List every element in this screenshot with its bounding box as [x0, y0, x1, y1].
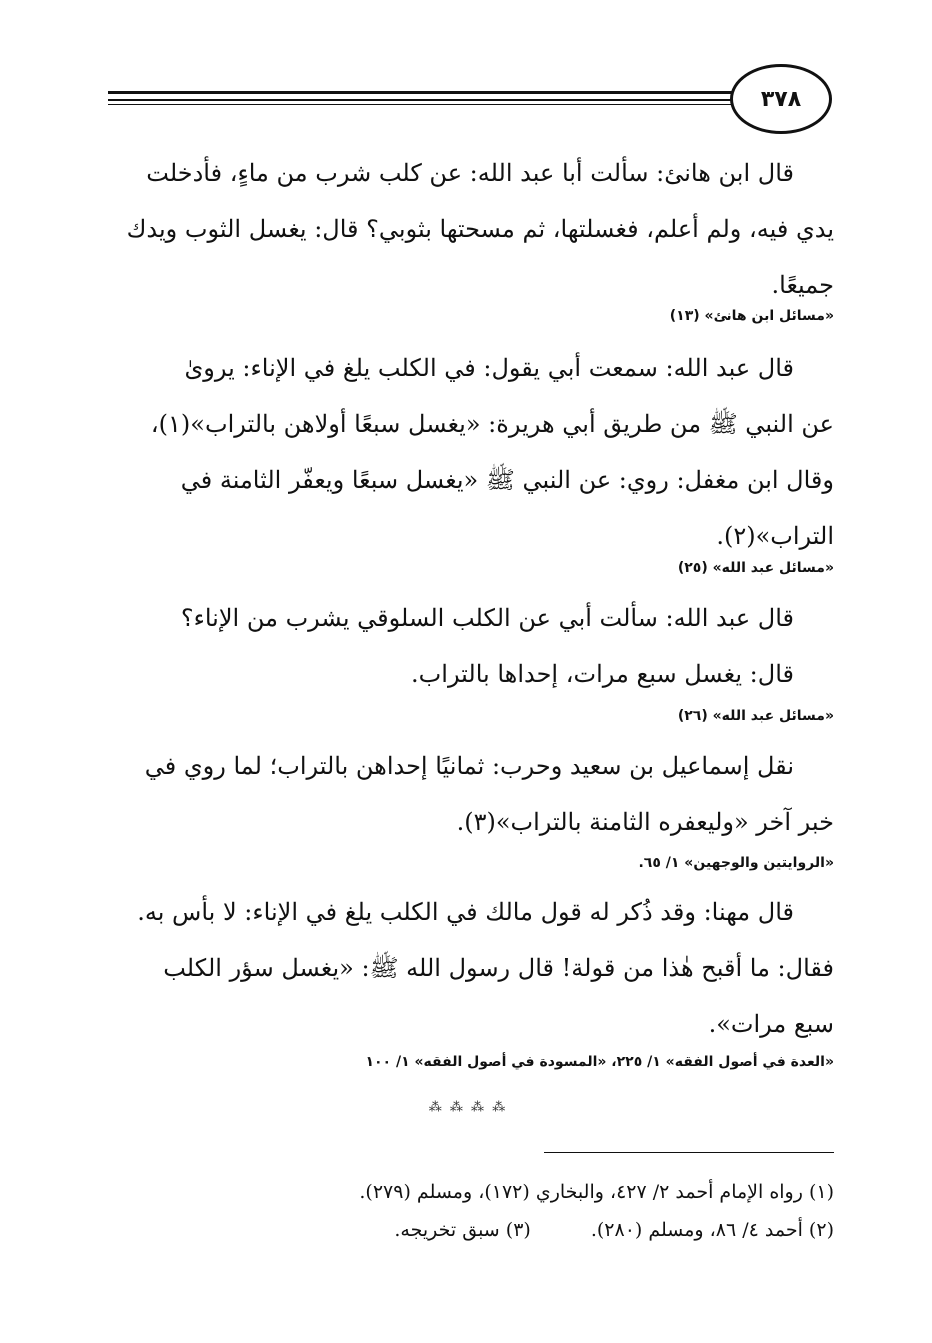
- footnote-row: [98, 1214, 834, 1246]
- paragraph-line: فقال: ما أقبح هٰذا من قولة! قال رسول الله ﷺ: «يغسل سؤر الكلب: [163, 954, 834, 982]
- paragraph-line: التراب»(٢).: [716, 522, 834, 550]
- paragraph-line: قال مهنا: وقد ذُكر له قول مالك في الكلب يلغ في الإناء: لا بأس به.: [137, 898, 794, 926]
- paragraph-line: قال عبد الله: سمعت أبي يقول: في الكلب يلغ في الإناء: يروىٰ: [184, 354, 794, 382]
- source-citation: [98, 853, 834, 873]
- footnote-3: (٣) سبق تخريجه.: [394, 1219, 531, 1241]
- entry-5: [98, 884, 834, 1052]
- paragraph-line: يدي فيه، ولم أعلم، فغسلتها، ثم مسحتها بثوبي؟ قال: يغسل الثوب ويدك: [126, 215, 834, 243]
- source-citation: [98, 558, 834, 578]
- header-rule: [108, 99, 736, 101]
- paragraph-line: قال: يغسل سبع مرات، إحداها بالتراب.: [411, 660, 794, 688]
- paragraph-line: سبع مرات».: [708, 1010, 834, 1038]
- source-text: «مسائل عبد الله» (٢٦): [677, 708, 834, 724]
- entry-2: [98, 340, 834, 564]
- paragraph-line: خبر آخر «وليعفره الثامنة بالتراب»(٣).: [456, 808, 834, 836]
- page-number: ٣٧٨: [760, 86, 802, 112]
- paragraph-line: وقال ابن مغفل: روي: عن النبي ﷺ «يغسل سبعًا ويعفّر الثامنة في: [180, 466, 834, 494]
- source-citation: [98, 1052, 834, 1072]
- paragraph-line: قال ابن هانئ: سألت أبا عبد الله: عن كلب شرب من ماءٍ، فأدخلت: [146, 159, 794, 187]
- header-rule: [108, 91, 736, 94]
- source-text: «الروايتين والوجهين» ١/ ٦٥.: [638, 855, 834, 871]
- section-ornament: ⁂ ⁂ ⁂ ⁂: [428, 1100, 508, 1115]
- header-rule: [108, 104, 736, 105]
- paragraph-line: جميعًا.: [771, 271, 834, 299]
- paragraph-line: نقل إسماعيل بن سعيد وحرب: ثمانيًا إحداهن بالتراب؛ لما روي في: [144, 752, 794, 780]
- entry-1: [98, 145, 834, 313]
- source-text: «مسائل عبد الله» (٢٥): [677, 560, 834, 576]
- source-citation: [98, 706, 834, 726]
- paragraph-line: عن النبي ﷺ من طريق أبي هريرة: «يغسل سبعًا أولاهن بالتراب»(١)،: [150, 410, 834, 438]
- footnote-2: (٢) أحمد ٤/ ٨٦، ومسلم (٢٨٠).: [590, 1219, 834, 1241]
- footnote-1: (١) رواه الإمام أحمد ٢/ ٤٢٧، والبخاري (١٧٢)، ومسلم (٢٧٩).: [359, 1181, 834, 1203]
- page-number-badge: [730, 64, 832, 134]
- entry-4: [98, 738, 834, 850]
- source-citation: [98, 306, 834, 326]
- source-text: «مسائل ابن هانئ» (١٣): [669, 308, 834, 324]
- paragraph-line: قال عبد الله: سألت أبي عن الكلب السلوقي يشرب من الإناء؟: [180, 604, 794, 632]
- footnote-separator: [544, 1152, 834, 1153]
- entry-3: [98, 590, 834, 702]
- source-text: «العدة في أصول الفقه» ١/ ٢٢٥، «المسودة في أصول الفقه» ١/ ١٠٠: [365, 1054, 834, 1070]
